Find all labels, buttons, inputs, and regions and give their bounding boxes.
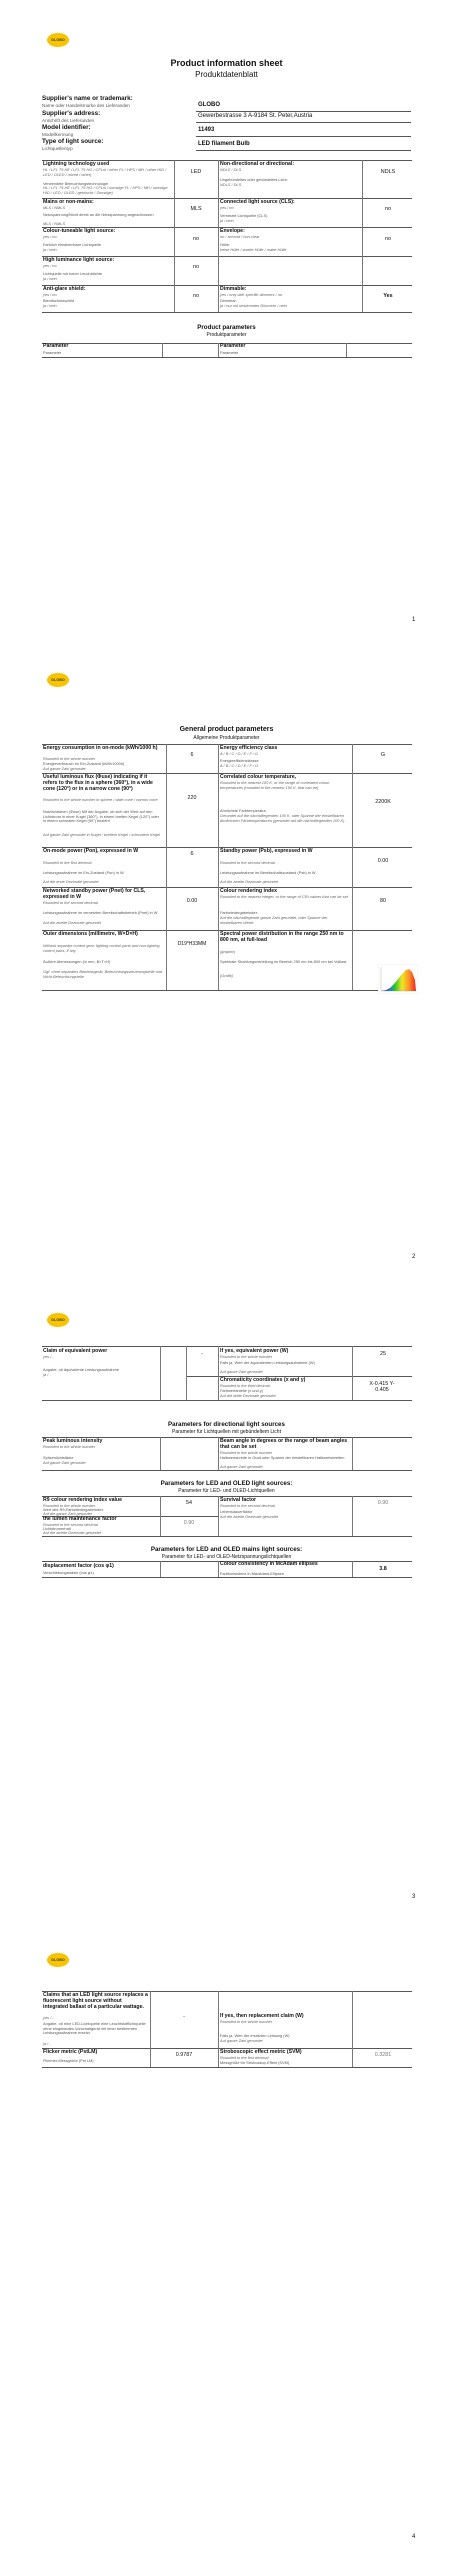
page-number: 1 <box>412 617 416 623</box>
page-number: 3 <box>412 1894 416 1900</box>
supplier-name-label-de: Name oder Handelsmarke des Lieferanden <box>42 103 130 108</box>
globo-logo-icon: GLOBO <box>47 33 69 47</box>
light-source-label-de: Lichtquellentyp <box>42 146 73 151</box>
section-title: Parameters for LED and OLED light sources: <box>160 1480 293 1487</box>
section-subtitle: Parameter für LED- und OLED-Netzspannungslichtquellen <box>161 1554 292 1560</box>
model-value: 11493 <box>198 127 215 133</box>
section-subtitle: Parameter für Lichtquellen mit gebündeltem Licht <box>172 1429 281 1435</box>
globo-logo-icon: GLOBO <box>47 673 69 687</box>
parameter-header: Parameter <box>220 343 246 349</box>
page-4: GLOBO Claims that an LED light source replaces a fluorescent light source without integrated ballast of a particular wattage. yes / - Angabe, ob eine LED-Lichtquelle eine Leuchtstofflichtquelle ohne eingebautes Vorschaltgerät mit einer bestimmten Leistungsaufnahme ersetzt. ja / - - If yes, then replacement claim (W) Rounded to the whole number Falls ja, Wert der ersetzten Leistung (W) Auf ganze Zahl gerundet Flicker metric (PstLM) Flimmer-Messgröße (Pst LM) 0.9787 Stroboscopic effect metric (SVM) Rounded to the first decimal Messgröße für Stroboskop-Effekt (SVM) 0.3281 4 <box>0 1920 453 2560</box>
supplier-address-value: Gewerbestrasse 3 A-9184 St. Peter,Austria <box>198 113 313 119</box>
section-title: Parameters for LED and OLED mains light sources: <box>150 1546 303 1553</box>
page-number: 4 <box>412 2534 416 2540</box>
supplier-address-label: Supplier's address: <box>42 110 101 117</box>
page-title: Product information sheet <box>170 58 283 68</box>
supplier-name-value: GLOBO <box>198 102 220 108</box>
section-subtitle: Parameter für LED- und OLED-Lichtquellen <box>178 1488 275 1494</box>
supplier-address-label-de: Anschrift des Lieferanden <box>42 118 95 123</box>
globo-logo-icon: GLOBO <box>47 1953 69 1967</box>
model-label-de: Modellkennung <box>42 132 74 137</box>
divider <box>196 136 411 137</box>
page-2: GLOBO General product parameters Allgemeine Produktparameter Energy consumption in on-mode (kWh/1000 h) Rounded to the whole number Energieverbrauch im Ein-Zustand (kWh/1000h) Auf ganze Zahl gerundet 6 Energy efficiency class A / B / C / D / E / F / G Energieeffizienzklasse A / B / C / D / E / F / G G Useful luminous flux (Φuse) indicating if it refers to the flux in a sphere (360°), in a wide cone (120°) or in a narrow cone (90°) Rounded to the whole number in sphere / wide cone / narrow cone Nutzlichtstrom (Φuse) Mit der Angabe, ob sich der Wert auf den Lichtstrom in einer Kugel (360°), in einem breiten Kegel (120°) oder in einem schmalen Kegel (90°) bezieht Auf ganze Zahl gerundet in Kugel / breitem Kegel / schmalem Kegel 220 Correlated colour temperature, Rounded to the nearest 100 K, or the range of correlated colour temperatures (rounded to the nearest 100 K, that can be) Ähnlichste Farbtemperatur, Gerundet auf die nächstliegenden 100 K, oder Spanne der einstellbaren ähnlichsten Farbtemperaturen (gerundet auf die nächstliegenden 100 K) 2200K On-mode power (Pon), expressed in W Rounded to the first decimal Leistungsaufnahme im Ein-Zustand (Pon) in W Auf die erste Dezimale gerundet 6 Standby power (Psb), expressed in W Rounded to the second decimal Leistungsaufnahme im Bereitschaftszustand (Psb) in W Auf die zweite Dezimale gerundet 0.00 Networked standby power (Pnet) for CLS, expressed in W Rounded to the second decimal Leistungsaufnahme im vernetzten Bereitschaftsbetrieb (Pnet) in W Auf die zweite Dezimale gerundet 0.00 Colour rendering index Rounded to the nearest integer, or the range of CRI-values that can be set Farbwiedergabeindex Auf die nächstliegende ganze Zahl gerundet, oder Spanne der einstellbaren Werte 80 Outer dimensions (millimetre, W×D×H) Without separate control gear, lighting control parts and non-lighting control parts, if any Äußere Abmessungen (in mm, B×T×H) Ggf. ohne separates Betriebsgerät, Beleuchtungssteuerungsteile und Nicht-Beleuchtungsteile D19*H33MM Spectral power distribution in the range 250 nm to 800 nm, at full-load (graphic) Spektrale Strahlungsverteilung im Bereich 250 nm bis 800 nm bei Volllast (Grafik) 2 <box>0 640 453 1280</box>
light-source-label: Type of light source: <box>42 138 104 145</box>
light-source-value: LED filament Bulb <box>198 141 250 147</box>
page-subtitle: Produktdatenblatt <box>195 70 258 79</box>
row-value: LED <box>190 169 202 175</box>
section-subtitle: Produktparameter <box>206 332 247 338</box>
page-number: 2 <box>412 1254 416 1260</box>
divider <box>196 111 411 112</box>
section-subtitle: Allgemeine Produktparameter <box>193 735 260 741</box>
row-label: Lightning technology used <box>43 161 110 167</box>
page-3: GLOBO Claim of equivalent power yes / - Angabe, ob äquivalente Leistungsaufnahme ja / - - If yes, equivalent power (W) Rounded to the whole number Falls ja, Wert der äquivalenten Leistungsaufnahme (W) Auf ganze Zahl gerundet 25 Chromaticity coordinates (x and y) Rounded to the third decimal Farbwertanteile (x und y) Auf die dritte Dezimale gerundet X-0.415 Y-0.405 Parameters for directional light sources Parameter für Lichtquellen mit gebündeltem Licht Peak luminous intensity Rounded to the whole number Spitzenlichtstärke Auf ganze Zahl gerundet Beam angle in degrees or the range of beam angles that can be set Rounded to the whole number Halbwertsbreite in Grad oder Spanne der einstellbaren Halbwertsbreiten Auf ganze Zahl gerundet Parameters for LED and OLED light sources: Parameter für LED- und OLED-Lichtquellen R9 colour rendering index value Rounded to the whole number Wert des R9-Farbwiedergabeindex Auf die ganze Zahl gerundet 54 Survival factor Rounded to the second decimal Lebensdauerfaktor Auf die zweite Dezimale gerundet 0.90 the lumen maintenance factor Rounded to the second decimal Lichtstromerhalt Auf die zweite Dezimale gerundet 0.90 Parameters for LED and OLED mains light sources: Parameter für LED- und OLED-Netzspannungslichtquellen displacement factor (cos φ1) Verschiebungsfaktor (cos φ1) Colour consistency in McAdam ellipses Farbkonsistenz in MacAdam-Ellipsen 3.8 3 <box>0 1280 453 1920</box>
globo-logo-icon: GLOBO <box>47 1313 69 1327</box>
divider <box>196 122 411 123</box>
section-title: Product parameters <box>197 324 256 331</box>
section-title: General product parameters <box>179 726 274 733</box>
supplier-name-label: Supplier's name or trademark: <box>42 95 133 102</box>
section-title: Parameters for directional light sources <box>168 1421 285 1428</box>
model-label: Model identifier: <box>42 124 91 131</box>
parameter-header: Parameter <box>43 343 69 349</box>
spectrum-graph-icon <box>378 964 418 994</box>
page-1: GLOBO Product information sheet Produktdatenblatt Supplier's name or trademark: Name oder Handelsmarke des Lieferanden GLOBO Supplier's address: Anschrift des Lieferanden Gewerbestrasse 3 A-9184 St. Peter,Austria Model identifier: Modellkennung 11493 Type of light source: Lichtquellentyp LED filament Bulb Lightning technology used HL / LFL T5 HE / LFL T5 HO / CFLni / other FL / HPS / MH / other HID / LED / OLED / mixed / other) Verwendete Beleuchtungstechnologie HL / LFL T5 HE / LFL T5 HO / CFLni / sonstige FL / HPS / MH / sonstige HID / LED / OLED / gemischt / Sonstige) LED Non-directional or directional: NDLS / DLS Ungebündeltes oder gebündeltes Licht: NDLS / DLS NDLS Mains or non-mains: MLS / NMLS Netzspannung/Nicht direkt an die Netzspannung angeschlossen MLS / NMLS MLS Connected light source (CLS): yes / no Vernetzte Lichtquelle (CLS) ja / nein no Colour-tuneable light source: yes / no Farblich einstimmbare Lichtquelle ja / nein no Envelope: no / second / non-clear Hülle: keine Hülle / zweite Hülle / matte Hülle no High luminance light source: yes / no Lichtquelle mit hoher Leuchtdichte ja / nein no Anti-glare shield: yes / no Blendschutzschild ja / nein no Dimmable: yes / only with specific dimmers / no Dimmbar: ja / nur mit bestimmten Dimmern / nein Yes Product parameters Produktparameter Parameter Parameter Parameter Parameter 1 <box>0 0 453 640</box>
divider <box>196 150 411 151</box>
